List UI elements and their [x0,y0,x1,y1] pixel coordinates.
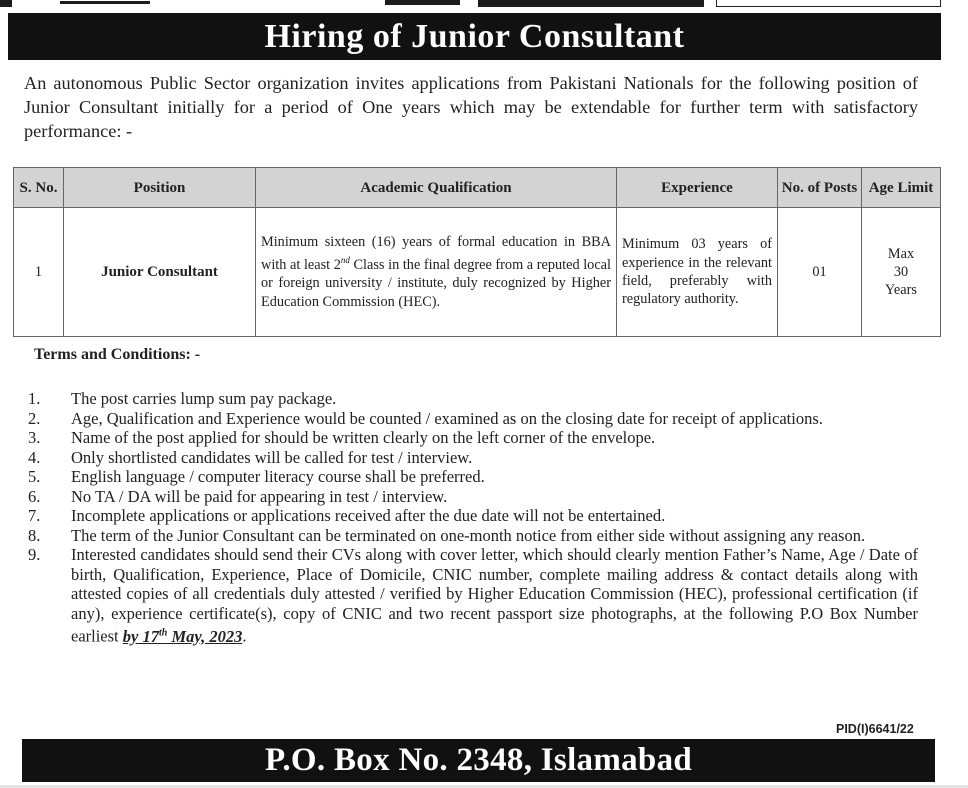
cell-qualification: Minimum sixteen (16) years of formal education in BBA with at least 2nd Class in the final degree from a reputed local or foreign university / institute, duly recognized by Higher Education Commission (HEC). [256,208,617,337]
list-item: 7. Incomplete applications or applications received after the due date will not be entertained. [28,506,666,525]
cell-age: Max 30 Years [862,208,941,337]
col-header-sno: S. No. [14,168,64,208]
col-header-age: Age Limit [862,168,941,208]
table-row [14,208,941,337]
positions-table [13,167,941,337]
cell-experience: Minimum 03 years of experience in the relevant field, preferably with regulatory authority. [617,208,778,337]
col-header-position: Position [64,168,256,208]
intro-paragraph: An autonomous Public Sector organization invites applications from Pakistani Nationals for the following position of Junior Consultant initially for a period of One years which may be extendable for further term with satisfactory performance: - [24,73,918,141]
terms-list [28,389,918,646]
terms-heading: Terms and Conditions: - [34,346,201,363]
list-item: 3. Name of the post applied for should be written clearly on the left corner of the envelope. [28,428,656,447]
list-item: 2. Age, Qualification and Experience would be counted / examined as on the closing date for receipt of applications. [28,408,823,428]
list-item: 8. The term of the Junior Consultant can be terminated on one-month notice from either side without assigning any reason. [28,525,866,545]
po-box-address: P.O. Box No. 2348, Islamabad [264,742,693,778]
list-item: 5. English language / computer literacy course shall be preferred. [28,467,485,486]
pid-reference: PID(I)6641/22 [836,722,914,736]
list-item: 6. No TA / DA will be paid for appearing in test / interview. [28,486,448,506]
footer-banner [22,739,935,782]
cell-posts: 01 [778,208,862,337]
list-item: 1. The post carries lump sum pay package. [28,389,337,408]
col-header-posts: No. of Posts [778,168,862,208]
header-banner [8,13,941,60]
col-header-qualification: Academic Qualification [256,168,617,208]
list-item: 4. Only shortlisted candidates will be called for test / interview. [28,447,473,467]
clipped-previous-ad-strip [0,0,968,10]
col-header-experience: Experience [617,168,778,208]
list-item: 9. Interested candidates should send their CVs along with cover letter, which should clearly mention Father’s Name, Age / Date of birth, Qualification, Experience, Place of Domicile, CNIC number, complete mailing address & contact details along with attested copies of all credentials duly attested / verified by Higher Education Commission (HEC), professional certification (if any), experience certificate(s), copy of CNIC and two recent passport size photographs, at the following P.O Box Number earliest by 17th May, 2023. [28,545,918,646]
deadline-date: by 17th May, 2023 [122,626,243,646]
cell-position: Junior Consultant [64,208,256,337]
page-title: Hiring of Junior Consultant [264,17,685,55]
table-header-row [14,168,941,208]
cell-sno: 1 [14,208,64,337]
